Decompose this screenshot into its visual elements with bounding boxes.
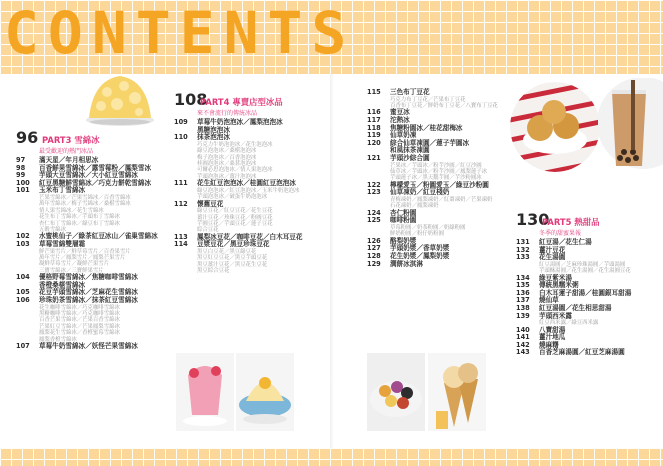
toc-entry (516, 334, 631, 342)
page-number: 98 (16, 163, 26, 172)
entry-variants: 黑豆綜合豆花 (197, 268, 230, 275)
entry-variants: 青梅凍奶／鳳梨凍奶／紅棗凍奶／芒果凍奶 (390, 196, 493, 203)
page-number: 97 (16, 156, 26, 164)
entry-title: 燒仙草 (539, 296, 559, 305)
entry-title: 紅豆湯圓／花生相思甜湯 (539, 303, 612, 312)
entry-title: 仙草凍奶／紅豆棧奶 (390, 188, 450, 197)
page-number: 142 (516, 340, 530, 349)
toc-entry (367, 155, 498, 163)
toc-entry (367, 125, 498, 133)
entry-title: 花豆芋頭雪綿冰／芝麻花生雪綿冰 (39, 288, 138, 297)
page-number: 107 (16, 342, 30, 351)
entry-title: 花生湯圓 (539, 253, 566, 262)
entry-variants: 鳳梨花生雪綿冰／香橙蜜莓雪綿冰 (39, 330, 120, 337)
entry-title: 蜜豆冰 (390, 108, 410, 117)
page-number: 130 (516, 210, 550, 229)
part-subtitle: 冬季的甜蜜果報 (539, 230, 582, 237)
part-heading (16, 128, 158, 147)
entry-title: 杏仁粉圓 (390, 208, 417, 217)
entry-title: 焦糖粉圓冰／桂花甜梅冰 (390, 123, 463, 132)
entry-variants: 綠豆豆花／紅豆豆花／花生豆花 (197, 208, 273, 215)
page-number: 134 (516, 273, 530, 282)
page-number: 110 (174, 133, 188, 142)
toc-entry (174, 180, 303, 188)
entry-title: 芋頭大豆雪綿冰／大小紅豆雪綿冰 (39, 171, 138, 180)
entry-variants: 芋頭蓮子冰／黑天鵝芋圓／芋沙粉圓冰 (390, 175, 482, 182)
bubble-tea-photo (598, 78, 663, 178)
page-number: 103 (16, 240, 30, 248)
entry-variants: 巧克力布丁豆花／芒果布丁豆花 (390, 96, 466, 103)
entry-title: 花生奶漿／鳳梨奶漿 (390, 251, 450, 260)
toc-entry (16, 180, 158, 188)
page-number: 112 (174, 199, 188, 208)
page-number: 127 (367, 244, 381, 253)
entry-title: 薑汁地瓜 (539, 333, 566, 342)
page-number: 105 (16, 288, 30, 297)
entry-title: 香橙桑椹雪綿冰 (39, 280, 86, 289)
entry-variants: 紅豆湯圓／芝麻珍珠湯圓／芋頭湯圓 (539, 261, 626, 268)
toc-entry (174, 241, 303, 249)
entry-variants: 芒果紅豆雪綿冰／芒果鳳梨雪綿冰 (39, 323, 120, 330)
entry-title: 草莓牛奶雪綿冰／妖怪芒果雪綿冰 (39, 342, 138, 351)
entry-variants: 黑豆白豆花／黑豆綠豆花 (197, 249, 257, 256)
entry-variants: 萬年雪綿冰／梅子雪綿冰／桑椹雪綿冰 (39, 201, 131, 208)
part-title: PART3 雪綿冰 (42, 135, 100, 145)
page-number: 108 (174, 90, 208, 109)
sweet-dumplings-photo (510, 82, 600, 172)
toc-entry (367, 147, 498, 155)
shaved-ice-photo (79, 70, 161, 128)
entry-title: 芋頭沙綜合圓 (390, 153, 430, 162)
page-number: 113 (174, 232, 188, 241)
page-number: 135 (516, 281, 530, 290)
page-number: 128 (367, 251, 381, 260)
entry-variants: 綠豆泡泡冰／紅豆泡泡冰／玉米牛奶泡泡冰 (197, 187, 300, 194)
entry-title: 檸檬愛玉／粉圓愛玉／綠豆沙粉圓 (390, 180, 489, 189)
entry-variants: 薑汁豆花／珍珠豆花／粉圓豆花 (197, 214, 273, 221)
toc-entry (516, 247, 631, 255)
page-number: 125 (367, 216, 381, 225)
entry-variants: 巧克力牛奶泡泡冰／花生泡泡冰 (197, 141, 273, 148)
entry-title: 紅豆黑糖鮮雪綿冰／巧克力餅乾雪綿冰 (39, 178, 152, 187)
entry-variants: 桂圓泡泡冰／桑葚泡泡冰 (197, 161, 257, 167)
toc-entry (516, 327, 631, 335)
toc-entry (16, 241, 158, 249)
toc-entry (516, 349, 631, 357)
page-number: 120 (367, 138, 381, 147)
page-number: 111 (174, 179, 188, 188)
entry-title: 芋頭西米露 (539, 311, 572, 320)
entry-title: 玉米布丁雪綿冰 (39, 186, 86, 195)
page-number: 121 (367, 153, 381, 162)
entry-variants: 凝鮮草莓雪片／凝鮮芒果雪片 (39, 261, 110, 268)
contents-title: CONTENTS (4, 0, 356, 67)
page-number: 123 (367, 188, 381, 197)
taro-ball-dessert-photo (367, 353, 425, 431)
page-number: 100 (16, 178, 30, 187)
page-number: 122 (367, 180, 381, 189)
page-number: 114 (174, 240, 188, 249)
entry-title: 咖啡粉圓 (390, 216, 417, 225)
entry-title: 黑糖泡泡冰 (197, 125, 230, 134)
entry-variants: 花生布丁雪綿冰／芋頭布丁雪綿冰 (39, 214, 120, 221)
entry-variants: 百香芒果雪綿冰／芒果百香雪綿冰 (39, 317, 120, 324)
page-number: 137 (516, 296, 530, 305)
part-heading (516, 210, 631, 229)
entry-variants: 黑豆紅豆豆花／黑豆芋頭豆花 (197, 255, 268, 262)
page-number: 115 (367, 88, 381, 96)
entry-variants: 草莓粉圓／奶茶粉圓／奶綠粉圓 (390, 224, 466, 231)
entry-variants: 鳳梨香橙雪綿冰 (39, 336, 77, 343)
entry-title: 綠豆紫米湯 (539, 273, 572, 282)
entry-variants: 情人果雪綿冰／花生雪綿冰 (39, 207, 104, 214)
entry-variants: 石花凍奶／鳳梨凍奶 (390, 203, 439, 210)
page-number: 126 (367, 236, 381, 245)
entry-title: 酪梨奶漿 (390, 236, 417, 245)
toc-entry (367, 217, 498, 225)
page-number: 101 (16, 186, 30, 195)
page-number: 132 (516, 245, 530, 254)
entry-variants: 綠豆泡泡冰／桑椹泡泡冰 (197, 148, 257, 155)
entry-title: 薑汁豆花 (539, 245, 566, 254)
entry-variants: 綜合豆花 (197, 227, 219, 234)
page-number: 104 (16, 273, 30, 282)
entry-title: 和風抹茶凍圓 (390, 146, 430, 155)
toc-entry (367, 253, 498, 261)
page-number: 140 (516, 325, 530, 334)
ice-cream-cone-photo (428, 353, 486, 431)
entry-variants: 芋圓豆花／芋頭豆花／蓮子豆花 (197, 221, 273, 228)
toc-entry (16, 297, 158, 305)
entry-title: 芋頭奶漿／香草奶漿 (390, 244, 450, 253)
entry-title: 紅豆湯／花生仁湯 (539, 238, 592, 246)
toc-entry (16, 274, 158, 282)
entry-variants: 五穀雪綿冰 (39, 227, 66, 233)
page-number: 136 (516, 288, 530, 297)
entry-title: 花生紅豆泡泡冰／桂圓紅豆泡泡冰 (197, 179, 296, 188)
entry-title: 百香鮮果雪綿冰／露雪莓粉／鳳梨雪冰 (39, 163, 152, 172)
page-number: 117 (367, 116, 381, 124)
toc-entry (367, 189, 498, 197)
entry-title: 三色布丁豆花 (390, 88, 430, 96)
toc-entry (174, 119, 303, 127)
part-heading (174, 90, 303, 109)
entry-variants: 百香布丁豆花／鮮奶布丁豆花／八寶布丁豆花 (390, 103, 498, 109)
entry-title: 珍珠奶茶雪綿冰／抹茶紅豆雪綿冰 (39, 296, 138, 304)
toc-entry (367, 261, 498, 269)
toc-entry (516, 305, 631, 313)
entry-title: 水蜜桃仙子／綠茶紅豆冰山／雀巢雪綿冰 (39, 232, 158, 241)
entry-variants: 仙草冰／芋頭冰／粉芋沙圓／鳳梨蓮子冰 (390, 168, 488, 175)
entry-title: 白木耳蓮子甜湯／桂圓銀耳甜湯 (539, 288, 632, 297)
entry-title: 綜合仙草凍圓／蓮子芋圓冰 (390, 138, 470, 147)
entry-title: 八寶甜湯 (539, 325, 566, 334)
part-title: PART5 熱甜品 (542, 217, 600, 227)
page-number: 133 (516, 253, 530, 262)
page-number: 102 (16, 232, 30, 241)
toc-entry (16, 343, 158, 351)
page-number: 118 (367, 123, 381, 132)
page-fold (330, 74, 334, 466)
toc-entry (174, 134, 303, 142)
entry-variants: 芋頭泡泡冰／薑汁泡泡冰 (197, 173, 257, 180)
entry-variants: 黑豆薑汁豆花／黑豆花生豆花 (197, 261, 268, 268)
entry-variants: 花生咖啡雪綿冰／巧克咖啡雪綿冰 (39, 304, 120, 311)
entry-variants: 梅子泡泡冰／百香泡泡冰 (197, 154, 257, 161)
page-number: 143 (516, 348, 530, 357)
entry-variants: 黑糖咖啡雪綿冰／巧克咖啡雪綿冰 (39, 311, 120, 317)
strawberry-ice-photo (176, 353, 234, 431)
entry-variants: 可爾必思泡泡冰／情人果泡泡冰 (197, 167, 273, 174)
part-subtitle: 來不會流行的傳統冰品 (197, 110, 258, 117)
page-number: 131 (516, 238, 530, 246)
toc-entry (516, 254, 631, 262)
footer-grid-band (0, 448, 663, 466)
entry-title: 優格野莓雪綿冰／焦糖咖啡雪綿冰 (39, 273, 138, 282)
entry-variants: 芒果雪綿冰／芒果雪綿冰／百香雪綿冰 (39, 194, 131, 201)
toc-entry (367, 89, 498, 97)
entry-variants: 杏仁布丁雪綿冰／綠豆布丁雪綿冰 (39, 220, 120, 227)
entry-variants: 三寶雪綿冰／三寶鮮果雪片 (39, 267, 104, 274)
entry-title: 懷舊豆花 (197, 199, 224, 208)
toc-entry (516, 239, 631, 247)
toc-entry (174, 127, 303, 135)
entry-title: 抹茶泡泡冰 (197, 133, 230, 142)
toc-entry (367, 210, 498, 218)
page-number: 139 (516, 311, 530, 320)
entry-title: 草莓雪綿雙層霜 (39, 240, 86, 248)
entry-variants: 鮮奶粉圓／粉仔奶粉圓 (390, 231, 444, 238)
entry-title: 鳳梨冰豆花／咖啡豆花／白木耳豆花 (197, 232, 303, 241)
toc-column-3 (367, 89, 498, 268)
entry-title: 燒麻糬 (539, 340, 559, 349)
entry-variants: 萬年雪片／鳳梨雪片／鳳梨芒果雪片 (39, 255, 126, 261)
toc-entry (516, 290, 631, 298)
entry-title: 豆漿豆花／黑豆珍珠豆花 (197, 240, 270, 249)
entry-variants: 紅豆西米露／綠豆西米露 (539, 320, 599, 327)
entry-title: 滿天星／年月相思冰 (39, 156, 99, 164)
entry-title: 潤餅冰淇淋 (390, 259, 423, 268)
entry-variants: 鮮芒果雪片／鮮草莓雪片／百香果雪片 (39, 248, 131, 255)
part-title: PART4 專賣店型冰品 (200, 97, 283, 107)
page-number: 138 (516, 303, 530, 312)
toc-entry (16, 233, 158, 241)
toc-column-1 (16, 128, 158, 351)
mango-ice-photo (236, 353, 294, 431)
page-number: 124 (367, 208, 381, 217)
toc-entry (16, 187, 158, 195)
toc-column-2 (174, 90, 303, 275)
page-number: 106 (16, 296, 30, 304)
part-subtitle: 最受歡迎的熱門冰品 (39, 148, 94, 155)
entry-variants: 芋頭泡泡冰／破蛋牛奶泡泡冰 (197, 194, 268, 201)
page-number: 109 (174, 118, 188, 126)
entry-title: 仙草奶凍 (390, 131, 417, 140)
entry-variants: 芒果冰／芋頭冰／粉芋沙圓／紅豆沙圓 (390, 162, 482, 169)
entry-title: 傳統黑糯米粥 (539, 281, 579, 290)
page-number: 99 (16, 171, 26, 180)
toc-entry (367, 109, 498, 117)
toc-column-4 (516, 210, 631, 357)
toc-entry (367, 140, 498, 148)
entry-title: 沱熱冰 (390, 116, 410, 124)
page-number: 119 (367, 131, 381, 140)
page-number: 129 (367, 259, 381, 268)
page-number: 96 (16, 128, 39, 147)
entry-variants: 芋頭酥湯圓／花生湯圓／花生湯圓豆花 (539, 268, 631, 275)
page-number: 141 (516, 333, 530, 342)
entry-title: 草莓牛奶泡泡冰／鳳梨泡泡冰 (197, 118, 283, 126)
page-number: 116 (367, 108, 381, 117)
entry-title: 百香芝麻湯圓／紅豆芝麻湯圓 (539, 348, 625, 357)
